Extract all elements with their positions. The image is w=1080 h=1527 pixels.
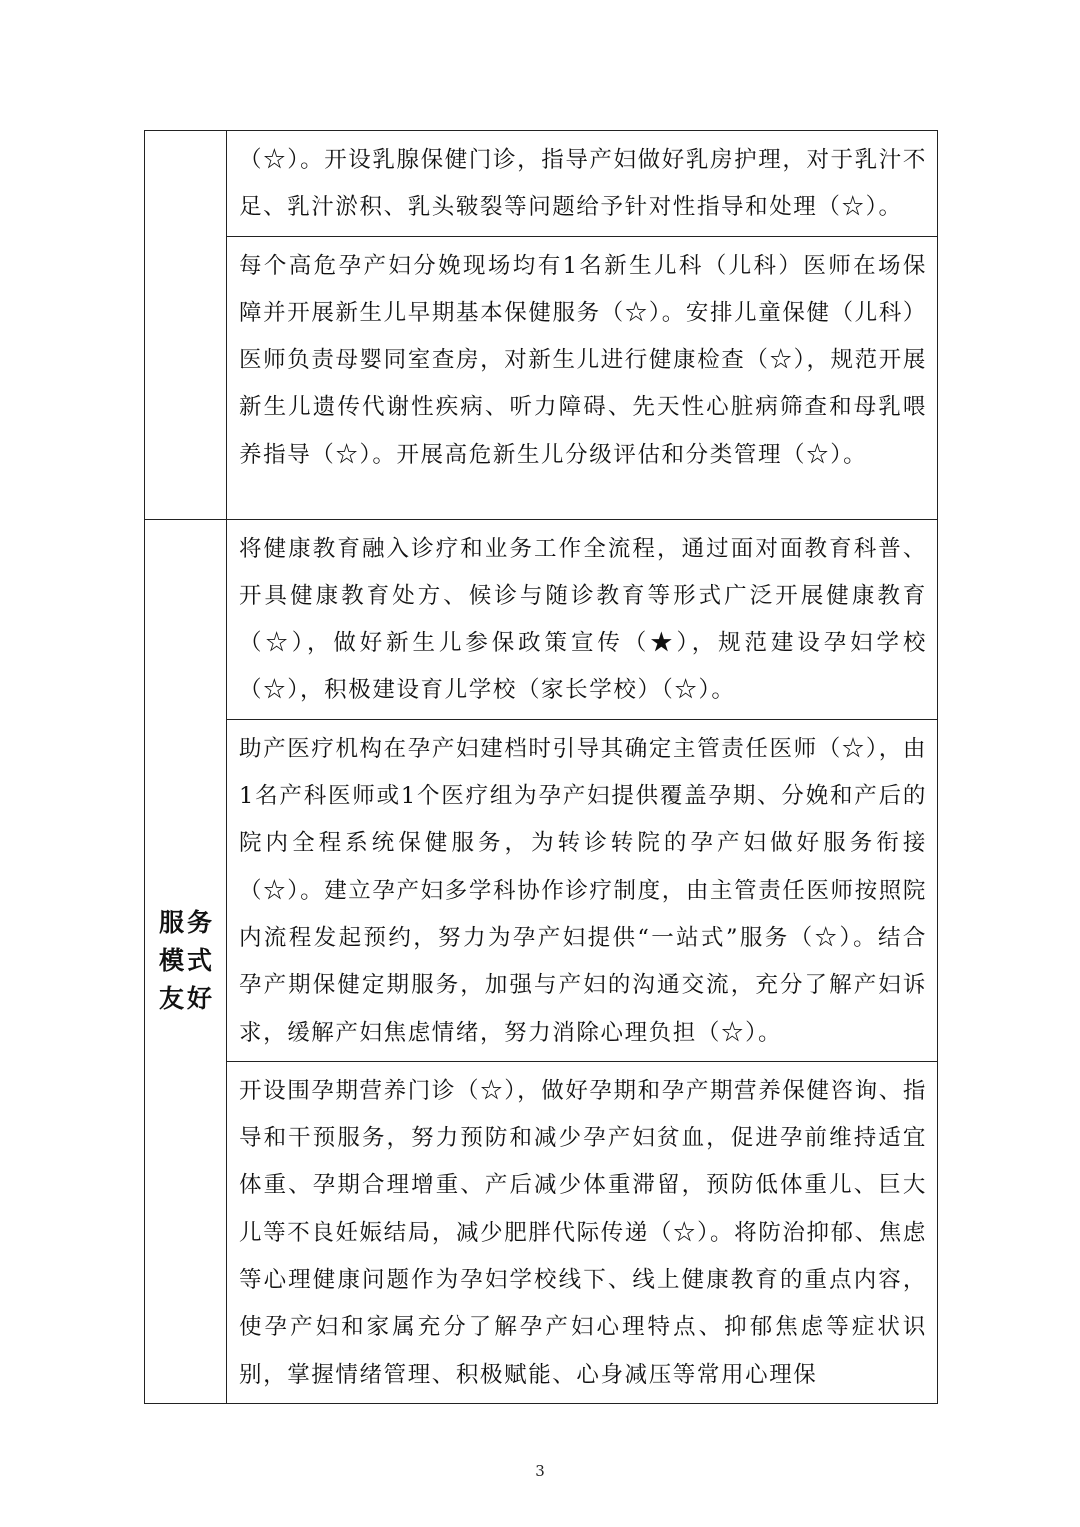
content-cell bbox=[227, 1061, 938, 1403]
category-label-line: 模式 bbox=[158, 946, 215, 976]
content-cell bbox=[227, 236, 938, 519]
table-row bbox=[145, 519, 938, 719]
table-row bbox=[145, 131, 938, 237]
paragraph-responsible-physician: 助产医疗机构在孕产妇建档时引导其确定主管责任医师（☆），由1名产科医师或1个医疗组为孕产妇提供覆盖孕期、分娩和产后的院内全程系统保健服务，为转诊转院的孕产妇做好服务衔接（☆）。建立孕产妇多学科协作诊疗制度，由主管责任医师按照院内流程发起预约，努力为孕产妇提供“一站式”服务（☆）。结合孕产期保健定期服务，加强与产妇的沟通交流，充分了解产妇诉求，缓解产妇焦虑情绪，努力消除心理负担（☆）。 bbox=[239, 735, 927, 1046]
category-label-line: 友好 bbox=[158, 984, 215, 1014]
table-row bbox=[145, 719, 938, 1061]
content-cell bbox=[227, 519, 938, 719]
paragraph-breast-care: （☆）。开设乳腺保健门诊，指导产妇做好乳房护理，对于乳汁不足、乳汁淤积、乳头皲裂等问题给予针对性指导和处理（☆）。 bbox=[239, 147, 927, 221]
content-table bbox=[144, 130, 938, 1404]
paragraph-health-education: 将健康教育融入诊疗和业务工作全流程，通过面对面教育科普、开具健康教育处方、候诊与随诊教育等形式广泛开展健康教育（☆），做好新生儿参保政策宣传（★），规范建设孕妇学校（☆），积极建设育儿学校（家长学校）（☆）。 bbox=[239, 535, 927, 704]
table-row bbox=[145, 1061, 938, 1403]
category-label-line: 服务 bbox=[158, 908, 215, 938]
paragraph-newborn-care: 每个高危孕产妇分娩现场均有1名新生儿科（儿科）医师在场保障并开展新生儿早期基本保健服务（☆）。安排儿童保健（儿科）医师负责母婴同室查房，对新生儿进行健康检查（☆），规范开展新生儿遗传代谢性疾病、听力障碍、先天性心脏病筛查和母乳喂养指导（☆）。开展高危新生儿分级评估和分类管理（☆）。 bbox=[239, 252, 927, 468]
content-cell bbox=[227, 719, 938, 1061]
table-row bbox=[145, 236, 938, 519]
category-cell-continued bbox=[145, 131, 227, 520]
page-number: 3 bbox=[535, 1462, 545, 1480]
category-cell-service-mode bbox=[145, 519, 227, 1403]
content-cell bbox=[227, 131, 938, 237]
paragraph-nutrition-clinic: 开设围孕期营养门诊（☆），做好孕期和孕产期营养保健咨询、指导和干预服务，努力预防和减少孕产妇贫血，促进孕前维持适宜体重、孕期合理增重、产后减少体重滞留，预防低体重儿、巨大儿等不良妊娠结局，减少肥胖代际传递（☆）。将防治抑郁、焦虑等心理健康问题作为孕妇学校线下、线上健康教育的重点内容，使孕产妇和家属充分了解孕产妇心理特点、抑郁焦虑等症状识别，掌握情绪管理、积极赋能、心身减压等常用心理保 bbox=[239, 1077, 927, 1388]
